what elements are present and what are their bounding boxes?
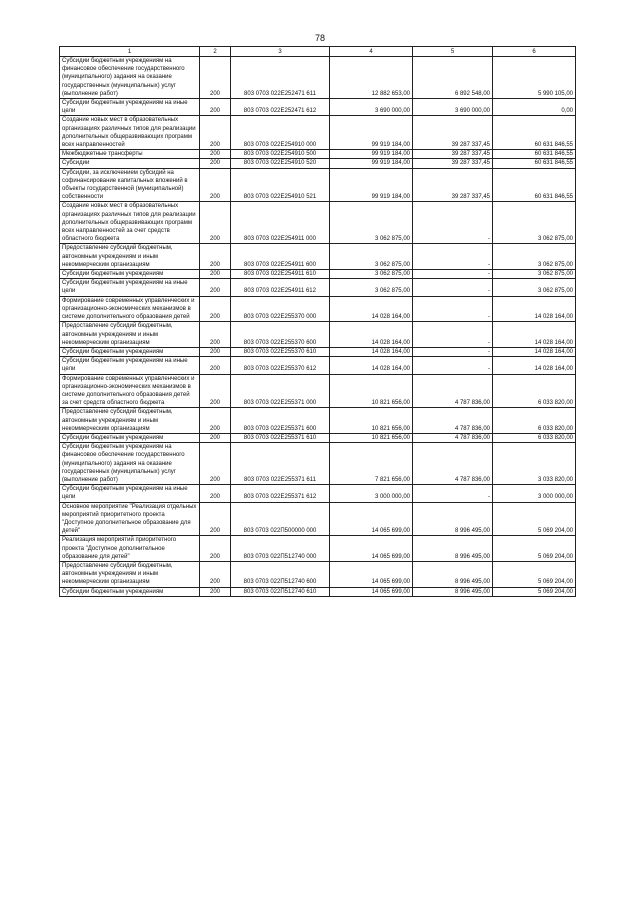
row-executed-amount-cell: 39 287 337,45 [413,116,493,150]
row-remaining-amount-cell: 3 062 875,00 [493,279,576,296]
row-name-cell: Реализация мероприятий приоритетного проекта "Доступное дополнительное образование для детей" [60,536,200,562]
row-budget-code-cell: 803 0703 022П512740 610 [231,587,330,596]
table-row [60,357,576,374]
row-line-code-cell: 200 [200,536,231,562]
row-executed-amount-cell: 39 287 337,45 [413,159,493,168]
row-remaining-amount-cell: 60 631 846,55 [493,116,576,150]
row-planned-amount-cell: 14 065 699,00 [330,587,413,596]
row-line-code-cell: 200 [200,99,231,116]
row-remaining-amount-cell: 6 033 820,00 [493,374,576,408]
row-remaining-amount-cell: 3 000 000,00 [493,485,576,502]
row-remaining-amount-cell: 6 033 820,00 [493,433,576,442]
row-planned-amount-cell: 3 062 875,00 [330,202,413,244]
row-executed-amount-cell: 8 996 495,00 [413,536,493,562]
table-row [60,99,576,116]
row-executed-amount-cell: - [413,347,493,356]
row-executed-amount-cell: 4 787 836,00 [413,408,493,434]
row-executed-amount-cell: 8 996 495,00 [413,587,493,596]
column-header: 2 [200,47,231,57]
row-line-code-cell: 200 [200,443,231,485]
row-line-code-cell: 200 [200,159,231,168]
row-executed-amount-cell: - [413,296,493,322]
row-line-code-cell: 200 [200,270,231,279]
row-name-cell: Создание новых мест в образовательных организациях различных типов для реализации дополнительных общеразвивающих программ всех направленностей [60,116,200,150]
row-budget-code-cell: 803 0703 022E254911 612 [231,279,330,296]
table-row [60,374,576,408]
row-name-cell: Субсидии бюджетным учреждениям на иные цели [60,485,200,502]
row-executed-amount-cell: 4 787 836,00 [413,433,493,442]
row-budget-code-cell: 803 0703 022П512740 600 [231,561,330,587]
row-budget-code-cell: 803 0703 022E254911 000 [231,202,330,244]
row-budget-code-cell: 803 0703 022E255371 612 [231,485,330,502]
row-line-code-cell: 200 [200,561,231,587]
row-name-cell: Предоставление субсидий бюджетным, автономным учреждениям и иным некоммерческим организациям [60,408,200,434]
row-executed-amount-cell: - [413,485,493,502]
table-row [60,244,576,270]
table-row [60,443,576,485]
row-budget-code-cell: 803 0703 022E255370 000 [231,296,330,322]
row-planned-amount-cell: 14 065 699,00 [330,561,413,587]
table-body [60,57,576,597]
row-name-cell: Субсидии бюджетным учреждениям на финансовое обеспечение государственного (муниципального) задания на оказание государственных (муниципальных) услуг (выполнение работ) [60,57,200,99]
row-remaining-amount-cell: 0,00 [493,99,576,116]
row-planned-amount-cell: 3 062 875,00 [330,270,413,279]
header-row [60,47,576,57]
row-planned-amount-cell: 14 028 164,00 [330,357,413,374]
table-row [60,485,576,502]
row-line-code-cell: 200 [200,202,231,244]
row-planned-amount-cell: 99 919 184,00 [330,168,413,202]
row-budget-code-cell: 803 0703 022E255371 610 [231,433,330,442]
row-executed-amount-cell: - [413,202,493,244]
row-name-cell: Субсидии бюджетным учреждениям [60,347,200,356]
row-executed-amount-cell: 39 287 337,45 [413,150,493,159]
column-header: 5 [413,47,493,57]
page-number: 78 [314,33,325,43]
row-name-cell: Формирование современных управленческих и организационно-экономических механизмов в системе дополнительного образования детей за счет средств областного бюджета [60,374,200,408]
row-name-cell: Субсидии бюджетным учреждениям на иные цели [60,279,200,296]
table-row [60,57,576,99]
row-name-cell: Субсидии бюджетным учреждениям [60,433,200,442]
row-planned-amount-cell: 99 919 184,00 [330,116,413,150]
row-line-code-cell: 200 [200,347,231,356]
row-planned-amount-cell: 3 000 000,00 [330,485,413,502]
row-executed-amount-cell: 39 287 337,45 [413,168,493,202]
table-row [60,502,576,536]
row-planned-amount-cell: 3 690 000,00 [330,99,413,116]
row-remaining-amount-cell: 5 069 204,00 [493,502,576,536]
row-executed-amount-cell: 8 996 495,00 [413,502,493,536]
row-remaining-amount-cell: 5 069 204,00 [493,561,576,587]
row-line-code-cell: 200 [200,433,231,442]
row-name-cell: Предоставление субсидий бюджетным, автономным учреждениям и иным некоммерческим организациям [60,561,200,587]
row-executed-amount-cell: - [413,270,493,279]
row-name-cell: Субсидии бюджетным учреждениям на иные цели [60,99,200,116]
row-line-code-cell: 200 [200,374,231,408]
table-row [60,347,576,356]
row-executed-amount-cell: - [413,322,493,348]
row-line-code-cell: 200 [200,150,231,159]
budget-table [59,46,576,597]
row-name-cell: Субсидии бюджетным учреждениям на финансовое обеспечение государственного (муниципального) задания на оказание государственных (муниципальных) услуг (выполнение работ) [60,443,200,485]
table-row [60,433,576,442]
row-planned-amount-cell: 14 065 699,00 [330,536,413,562]
row-planned-amount-cell: 10 821 656,00 [330,433,413,442]
row-executed-amount-cell: 3 690 000,00 [413,99,493,116]
row-remaining-amount-cell: 14 028 164,00 [493,347,576,356]
row-budget-code-cell: 803 0703 022E255371 600 [231,408,330,434]
row-remaining-amount-cell: 3 033 820,00 [493,443,576,485]
row-budget-code-cell: 803 0703 022E255370 600 [231,322,330,348]
row-budget-code-cell: 803 0703 022E252471 611 [231,57,330,99]
row-remaining-amount-cell: 5 069 204,00 [493,536,576,562]
row-name-cell: Субсидии бюджетным учреждениям [60,587,200,596]
column-header: 1 [60,47,200,57]
row-name-cell: Создание новых мест в образовательных организациях различных типов для реализации дополнительных общеразвивающих программ всех направленностей за счет средств областного бюджета [60,202,200,244]
table-row [60,116,576,150]
row-budget-code-cell: 803 0703 022E254911 610 [231,270,330,279]
row-budget-code-cell: 803 0703 022E254911 600 [231,244,330,270]
row-remaining-amount-cell: 60 631 846,55 [493,159,576,168]
row-planned-amount-cell: 14 028 164,00 [330,322,413,348]
row-planned-amount-cell: 12 882 653,00 [330,57,413,99]
row-line-code-cell: 200 [200,408,231,434]
row-remaining-amount-cell: 3 062 875,00 [493,244,576,270]
row-remaining-amount-cell: 5 069 204,00 [493,587,576,596]
row-budget-code-cell: 803 0703 022E255371 611 [231,443,330,485]
table-row [60,159,576,168]
table-row [60,279,576,296]
row-executed-amount-cell: 4 787 836,00 [413,443,493,485]
row-executed-amount-cell: 6 892 548,00 [413,57,493,99]
table-row [60,296,576,322]
row-name-cell: Предоставление субсидий бюджетным, автономным учреждениям и иным некоммерческим организациям [60,322,200,348]
row-executed-amount-cell: - [413,357,493,374]
table-row [60,150,576,159]
row-budget-code-cell: 803 0703 022П512740 000 [231,536,330,562]
row-line-code-cell: 200 [200,296,231,322]
column-header: 4 [330,47,413,57]
row-planned-amount-cell: 7 821 656,00 [330,443,413,485]
row-planned-amount-cell: 14 065 699,00 [330,502,413,536]
row-remaining-amount-cell: 14 028 164,00 [493,357,576,374]
row-line-code-cell: 200 [200,502,231,536]
row-budget-code-cell: 803 0703 022E254910 500 [231,150,330,159]
row-line-code-cell: 200 [200,587,231,596]
table-row [60,408,576,434]
row-executed-amount-cell: 4 787 836,00 [413,374,493,408]
row-executed-amount-cell: - [413,244,493,270]
row-budget-code-cell: 803 0703 022E255371 000 [231,374,330,408]
row-remaining-amount-cell: 6 033 820,00 [493,408,576,434]
row-line-code-cell: 200 [200,168,231,202]
row-name-cell: Субсидии бюджетным учреждениям на иные цели [60,357,200,374]
table-row [60,536,576,562]
row-remaining-amount-cell: 14 028 164,00 [493,296,576,322]
row-budget-code-cell: 803 0703 022E254910 521 [231,168,330,202]
row-line-code-cell: 200 [200,116,231,150]
row-name-cell: Формирование современных управленческих и организационно-экономических механизмов в системе дополнительного образования детей [60,296,200,322]
row-name-cell: Межбюджетные трансферты [60,150,200,159]
row-name-cell: Субсидии [60,159,200,168]
row-name-cell: Предоставление субсидий бюджетным, автономным учреждениям и иным некоммерческим организациям [60,244,200,270]
row-name-cell: Субсидии, за исключением субсидий на софинансирование капитальных вложений в объекты государственной (муниципальной) собственности [60,168,200,202]
row-planned-amount-cell: 14 028 164,00 [330,347,413,356]
row-planned-amount-cell: 99 919 184,00 [330,159,413,168]
row-budget-code-cell: 803 0703 022П500000 000 [231,502,330,536]
row-remaining-amount-cell: 3 062 875,00 [493,270,576,279]
row-executed-amount-cell: 8 996 495,00 [413,561,493,587]
row-name-cell: Субсидии бюджетным учреждениям [60,270,200,279]
row-remaining-amount-cell: 5 990 105,00 [493,57,576,99]
row-line-code-cell: 200 [200,485,231,502]
row-line-code-cell: 200 [200,322,231,348]
row-budget-code-cell: 803 0703 022E252471 612 [231,99,330,116]
row-remaining-amount-cell: 60 631 846,55 [493,168,576,202]
row-planned-amount-cell: 3 062 875,00 [330,244,413,270]
column-header: 6 [493,47,576,57]
column-header: 3 [231,47,330,57]
table-row [60,270,576,279]
table-row [60,587,576,596]
table-row [60,202,576,244]
row-line-code-cell: 200 [200,279,231,296]
row-remaining-amount-cell: 60 631 846,55 [493,150,576,159]
table-row [60,561,576,587]
row-line-code-cell: 200 [200,357,231,374]
row-budget-code-cell: 803 0703 022E254910 520 [231,159,330,168]
row-planned-amount-cell: 10 821 656,00 [330,408,413,434]
row-budget-code-cell: 803 0703 022E255370 610 [231,347,330,356]
row-budget-code-cell: 803 0703 022E254910 000 [231,116,330,150]
row-planned-amount-cell: 10 821 656,00 [330,374,413,408]
row-remaining-amount-cell: 14 028 164,00 [493,322,576,348]
row-remaining-amount-cell: 3 062 875,00 [493,202,576,244]
row-planned-amount-cell: 99 919 184,00 [330,150,413,159]
row-line-code-cell: 200 [200,244,231,270]
row-planned-amount-cell: 3 062 875,00 [330,279,413,296]
row-planned-amount-cell: 14 028 164,00 [330,296,413,322]
table-row [60,322,576,348]
row-line-code-cell: 200 [200,57,231,99]
row-budget-code-cell: 803 0703 022E255370 612 [231,357,330,374]
row-name-cell: Основное мероприятие "Реализация отдельных мероприятий приоритетного проекта "Доступное дополнительное образование для детей" [60,502,200,536]
table-row [60,168,576,202]
row-executed-amount-cell: - [413,279,493,296]
